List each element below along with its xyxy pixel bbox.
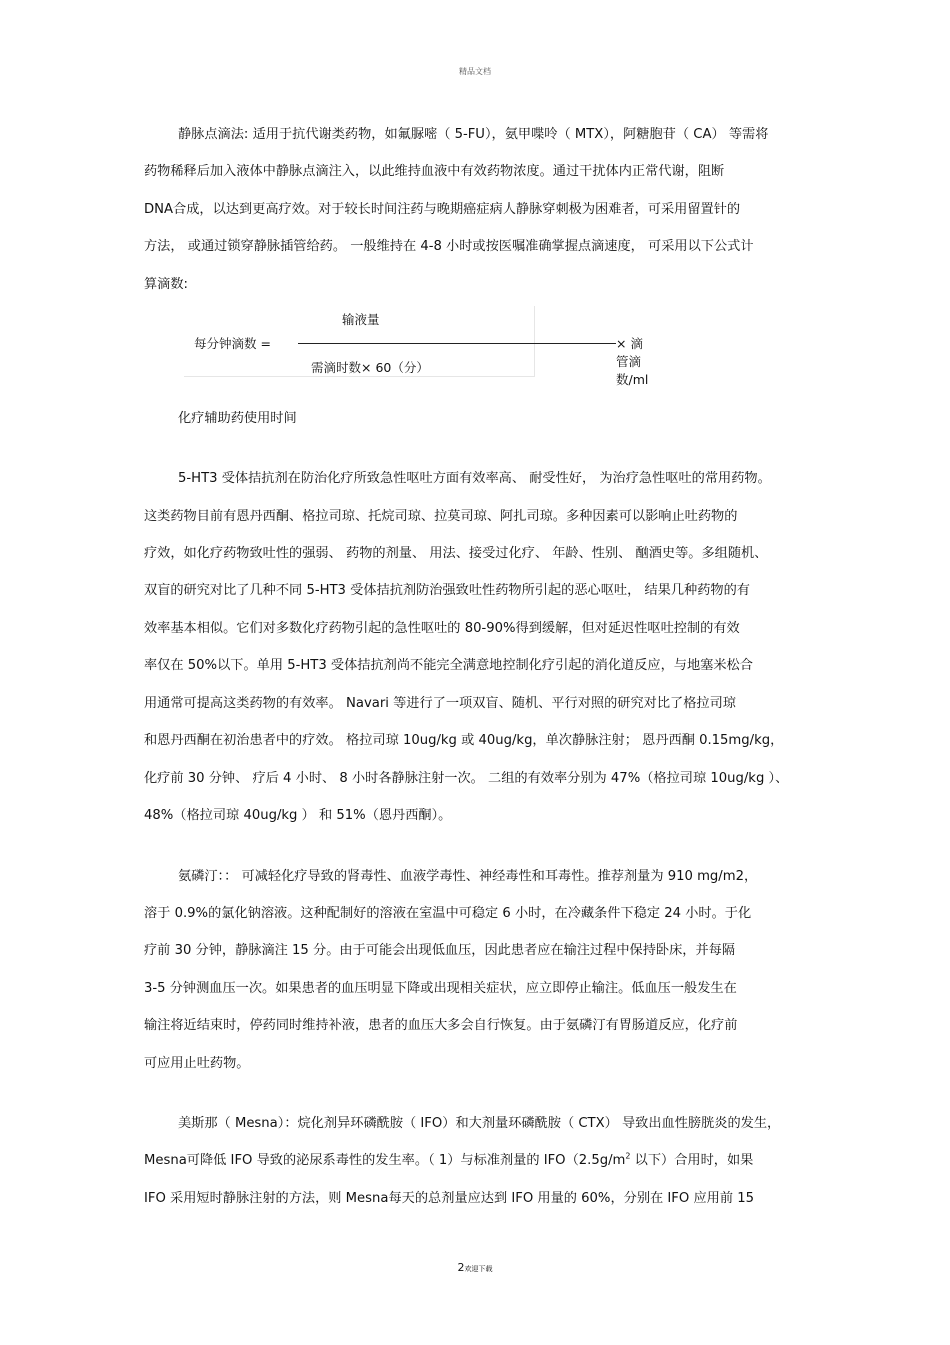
page-number: 2 [457,1261,465,1274]
para2-line: 化疗前 30 分钟、 疗后 4 小时、 8 小时各静脉注射一次。 二组的有效率分别为 47%（格拉司琼 10ug/kg ）、 [144,771,789,786]
para2-line: 5-HT3 受体拮抗剂在防治化疗所致急性呕吐方面有效率高、 耐受性好， 为治疗急性呕吐的常用药物。 [178,471,771,486]
formula-fraction-bar [298,343,616,344]
para2-line: 和恩丹西酮在初治患者中的疗效。 格拉司琼 10ug/kg 或 40ug/kg，单次静脉注射； 恩丹西酮 0.15mg/kg， [144,733,784,748]
para2-line: 这类药物目前有恩丹西酮、格拉司琼、托烷司琼、拉莫司琼、阿扎司琼。多种因素可以影响止吐药物的 [144,509,738,524]
superscript-2: 2 [625,1151,631,1161]
para4-line: IFO 采用短时静脉注射的方法，则 Mesna每天的总剂量应达到 IFO 用量的 60%，分别在 IFO 应用前 15 [144,1191,754,1206]
para4-line [144,1152,753,1170]
para1-line: 方法， 或通过锁穿静脉插管给药。 一般维持在 4-8 小时或按医嘱准确掌握点滴速度， 可采用以下公式计 [144,239,754,254]
page-footer [0,1261,950,1274]
para4-line2-text: Mesna可降低 IFO 导致的泌尿系毒性的发生率。（ 1）与标准剂量的 IFO（2.5g/m [144,1153,626,1168]
para4-line2-text-end: 以下）合用时，如果 [630,1153,754,1168]
para3-line: 溶于 0.9%的氯化钠溶液。这种配制好的溶液在室温中可稳定 6 小时，在冷藏条件下稳定 24 小时。于化 [144,906,752,921]
formula-denominator: 需滴时数× 60（分） [311,360,429,375]
para4-line: 美斯那（ Mesna）：烷化剂异环磷酰胺（ IFO）和大剂量环磷酰胺（ CTX） 导致出血性膀胱炎的发生， [178,1116,781,1131]
para1-line: 静脉点滴法: 适用于抗代谢类药物，如氟脲嘧（ 5-FU），氨甲喋呤（ MTX），阿糖胞苷（ CA） 等需将 [178,127,769,142]
footer-note: 欢迎下载 [464,1265,493,1273]
para3-line: 氨磷汀：： 可减轻化疗导致的肾毒性、血液学毒性、神经毒性和耳毒性。推荐剂量为 910 mg/m2， [178,869,758,884]
page-header: 精品文档 [459,67,491,76]
para1-line: 算滴数: [144,277,189,292]
para1-line: 药物稀释后加入液体中静脉点滴注入，以此维持血液中有效药物浓度。通过干扰体内正常代谢，阻断 [144,164,725,179]
para3-line: 疗前 30 分钟，静脉滴注 15 分。由于可能会出现低血压，因此患者应在输注过程中保持卧床，并每隔 [144,943,736,958]
para2-line: 疗效，如化疗药物致吐性的强弱、 药物的剂量、 用法、接受过化疗、 年龄、性别、 酗酒史等。多组随机、 [144,546,768,561]
section-title: 化疗辅助药使用时间 [178,411,297,426]
para2-line: 率仅在 50%以下。单用 5-HT3 受体拮抗剂尚不能完全满意地控制化疗引起的消化道反应，与地塞米松合 [144,658,753,673]
formula-left: 每分钟滴数 = [194,336,271,351]
para3-line: 输注将近结束时，停药同时维持补液，患者的血压大多会自行恢复。由于氨磷汀有胃肠道反应，化疗前 [144,1018,738,1033]
para2-line: 48%（格拉司琼 40ug/kg ） 和 51%（恩丹西酮）。 [144,808,452,823]
para2-line: 用通常可提高这类药物的有效率。 Navari 等进行了一项双盲、随机、平行对照的研究对比了格拉司琼 [144,696,736,711]
para3-line: 3-5 分钟测血压一次。如果患者的血压明显下降或出现相关症状，应立即停止输注。低血压一般发生在 [144,981,737,996]
para2-line: 双盲的研究对比了几种不同 5-HT3 受体拮抗剂防治强致吐性药物所引起的恶心呕吐， 结果几种药物的有 [144,583,750,598]
para2-line: 效率基本相似。它们对多数化疗药物引起的急性呕吐的 80-90%得到缓解，但对延迟性呕吐控制的有效 [144,621,740,636]
formula-multiplier: × 滴管滴数/ml [616,336,649,387]
formula-numerator: 输液量 [342,312,380,327]
para1-line: DNA合成，以达到更高疗效。对于较长时间注药与晚期癌症病人静脉穿刺极为困难者，可采用留置针的 [144,202,741,217]
para3-line: 可应用止吐药物。 [144,1056,250,1071]
drip-rate-formula [184,306,649,387]
